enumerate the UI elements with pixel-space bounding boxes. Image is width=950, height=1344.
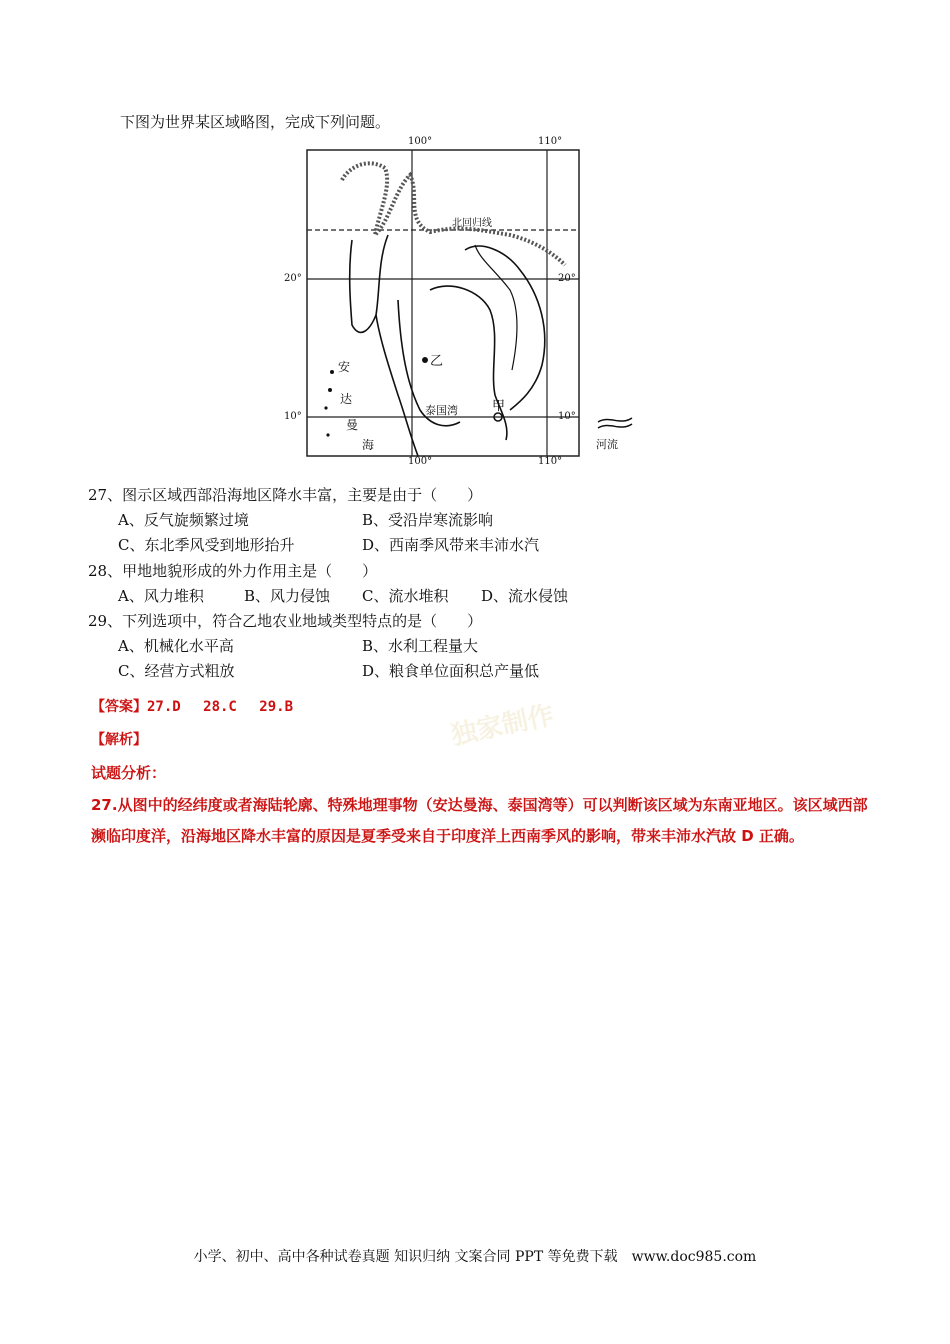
label-left-20: 20°	[284, 273, 302, 284]
q27-option-a: A、反气旋频繁过境	[118, 511, 249, 529]
label-top-100: 100°	[408, 136, 433, 147]
q28-option-c: C、流水堆积	[362, 587, 449, 605]
q29-option-b: B、水利工程量大	[362, 637, 479, 655]
analysis-subtitle: 试题分析：	[91, 764, 167, 782]
point-jia-label: 甲	[492, 399, 506, 414]
q28-option-a: A、风力堆积	[118, 587, 204, 605]
q29-option-d: D、粮食单位面积总产量低	[362, 662, 540, 680]
q29-option-a: A、机械化水平高	[118, 637, 234, 655]
question-27-stem: 27、图示区域西部沿海地区降水丰富，主要是由于（ ）	[88, 486, 483, 504]
intro-text: 下图为世界某区域略图，完成下列问题。	[120, 113, 391, 131]
q29-option-c: C、经营方式粗放	[118, 662, 235, 680]
analysis-label: 【解析】	[91, 732, 147, 748]
label-right-10: 10°	[558, 411, 576, 422]
q27-option-c: C、东北季风受到地形抬升	[118, 536, 295, 554]
watermark-text: 独家制作	[448, 700, 557, 752]
q27-option-d: D、西南季风带来丰沛水汽	[362, 536, 540, 554]
sea-char-4: 海	[362, 438, 375, 452]
q27-option-b: B、受沿岸寒流影响	[362, 511, 494, 529]
label-right-20: 20°	[558, 273, 576, 284]
footer-text: 小学、初中、高中各种试卷真题 知识归纳 文案合同 PPT 等免费下载 www.doc985.com	[193, 1249, 757, 1265]
tropic-label: 北回归线	[452, 218, 492, 229]
point-yi-label: 乙	[430, 354, 444, 369]
gulf-label: 泰国湾	[425, 404, 458, 417]
region-map	[280, 136, 640, 470]
question-28-stem: 28、甲地地貌形成的外力作用主是（ ）	[88, 562, 378, 580]
question-29-stem: 29、下列选项中，符合乙地农业地域类型特点的是（ ）	[88, 612, 483, 630]
label-top-110: 110°	[538, 136, 563, 147]
label-left-10: 10°	[284, 411, 302, 422]
legend-river-label: 河流	[596, 438, 618, 451]
answer-line: 【答案】27.D 28.C 29.B	[91, 699, 294, 715]
label-bottom-100: 100°	[408, 456, 433, 467]
q28-option-d: D、流水侵蚀	[481, 587, 569, 605]
q28-option-b: B、风力侵蚀	[244, 587, 331, 605]
sea-char-3: 曼	[346, 418, 359, 432]
sea-char-2: 达	[340, 392, 353, 406]
label-bottom-110: 110°	[538, 456, 563, 467]
sea-char-1: 安	[338, 360, 351, 374]
explanation-text: 27.从图中的经纬度或者海陆轮廓、特殊地理事物（安达曼海、泰国湾等）可以判断该区域为东南亚地区。该区域西部濒临印度洋，沿海地区降水丰富的原因是夏季受来自于印度洋上西南季风的影响，带来丰沛水汽故 D 正确。	[91, 796, 868, 845]
